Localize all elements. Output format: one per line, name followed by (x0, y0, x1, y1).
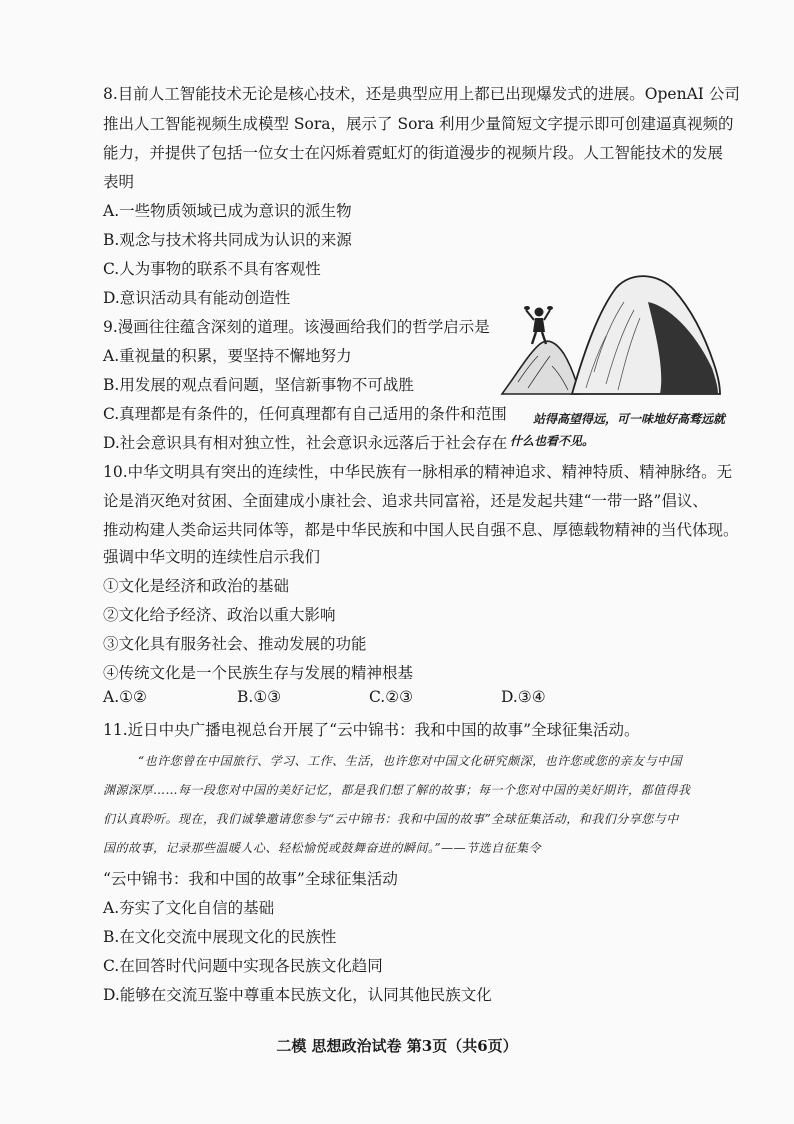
q11-option-a: A.夯实了文化自信的基础 (103, 899, 275, 917)
q11-option-d: D.能够在交流互鉴中尊重本民族文化，认同其他民族文化 (103, 986, 492, 1004)
q8-option-d: D.意识活动具有能动创造性 (103, 289, 291, 307)
q10-item-3: ③文化具有服务社会、推动发展的功能 (103, 635, 367, 653)
q11-option-c: C.在回答时代问题中实现各民族文化趋同 (103, 957, 383, 975)
q10-stem-line-3: 推动构建人类命运共同体等，都是中华民族和中国人民自强不息、厚德载物精神的当代体现。 (103, 521, 739, 539)
cartoon-illustration (498, 272, 722, 402)
q9-stem: 9.漫画往往蕴含深刻的道理。该漫画给我们的哲学启示是 (103, 318, 490, 336)
q11-quote-line-2: 渊源深厚……每一段您对中国的美好记忆，都是我们想了解的故事；每一个您对中国的美好期许，都值得我 (103, 783, 691, 797)
q10-item-1: ①文化是经济和政治的基础 (103, 577, 290, 595)
q10-stem-line-1: 10.中华文明具有突出的连续性，中华民族有一脉相承的精神追求、精神特质、精神脉络。无 (103, 463, 733, 481)
q11-option-b: B.在文化交流中展现文化的民族性 (103, 928, 337, 946)
q11-quote-line-1: “也许您曾在中国旅行、学习、工作、生活，也许您对中国文化研究颇深，也许您或您的亲友与中国 (138, 754, 683, 768)
q9-option-d: D.社会意识具有相对独立性，社会意识永远落后于社会存在 (103, 434, 508, 452)
q10-choice-d: D.③④ (501, 688, 546, 706)
q10-choices (103, 688, 623, 710)
q10-stem-line-2: 论是消灭绝对贫困、全面建成小康社会、追求共同富裕，还是发起共建“一带一路”倡议、 (103, 492, 708, 510)
q10-choice-c: C.②③ (369, 688, 414, 706)
q8-option-b: B.观念与技术将共同成为认识的来源 (103, 231, 352, 249)
q11-quote-line-3: 们认真聆听。现在，我们诚挚邀请您参与“云中锦书：我和中国的故事”全球征集活动，和我们分享您与中 (103, 812, 679, 826)
q9-option-b: B.用发展的观点看问题，坚信新事物不可战胜 (103, 376, 414, 394)
cartoon-caption-line-2: 什么也看不见。 (510, 434, 595, 448)
q11-quote-line-4: 国的故事，记录那些温暖人心、轻松愉悦或鼓舞奋进的瞬间。”——节选自征集令 (103, 841, 542, 855)
q11-stem: 11.近日中央广播电视总台开展了“云中锦书：我和中国的故事”全球征集活动。 (103, 721, 640, 739)
q10-choice-b: B.①③ (237, 688, 282, 706)
q10-item-4: ④传统文化是一个民族生存与发展的精神根基 (103, 664, 414, 682)
q8-option-c: C.人为事物的联系不具有客观性 (103, 260, 321, 278)
q8-stem-line-3: 能力，并提供了包括一位女士在闪烁着霓虹灯的街道漫步的视频片段。人工智能技术的发展 (103, 144, 724, 162)
cartoon-caption-line-1: 站得高望得远，可一味地好高骛远就 (533, 412, 726, 426)
q10-choice-a: A.①② (103, 688, 147, 706)
q9-option-c: C.真理都是有条件的，任何真理都有自己适用的条件和范围 (103, 405, 507, 423)
q8-option-a: A.一些物质领域已成为意识的派生物 (103, 202, 352, 220)
q8-stem-line-2: 推出人工智能视频生成模型 Sora，展示了 Sora 利用少量简短文字提示即可创建逼真视频的 (103, 115, 734, 133)
q8-stem-line-1: 8.目前人工智能技术无论是核心技术，还是典型应用上都已出现爆发式的进展。OpenAI 公司 (103, 85, 740, 103)
person-figure (524, 306, 553, 344)
page-footer: 二模 思想政治试卷 第3页（共6页） (276, 1037, 518, 1055)
q10-stem-line-4: 强调中华文明的连续性启示我们 (103, 548, 321, 566)
q11-lead: “云中锦书：我和中国的故事”全球征集活动 (103, 870, 398, 888)
q9-option-a: A.重视量的积累，要坚持不懈地努力 (103, 347, 352, 365)
q8-stem-line-4: 表明 (103, 173, 135, 191)
q10-item-2: ②文化给予经济、政治以重大影响 (103, 606, 336, 624)
